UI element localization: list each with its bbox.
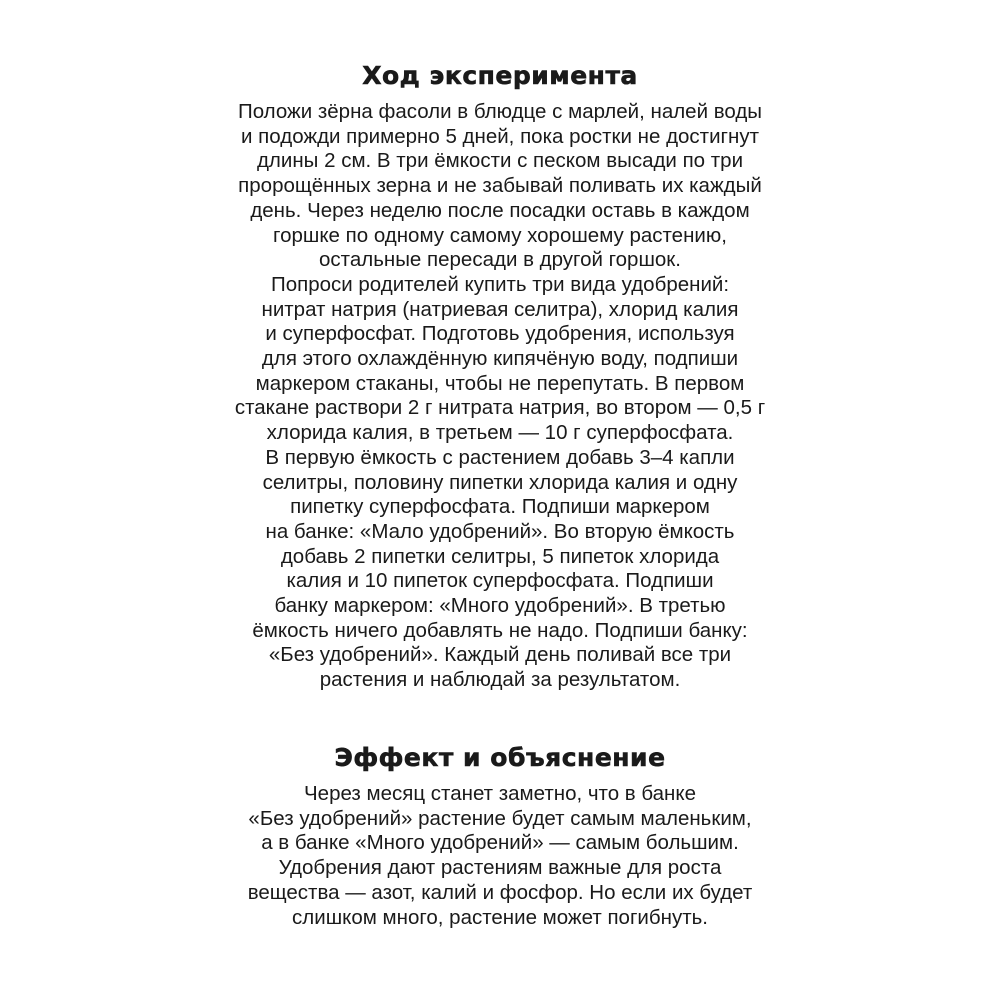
text-line: нитрат натрия (натриевая селитра), хлорид калия (261, 297, 739, 321)
text-line: слишком много, растение может погибнуть. (292, 905, 708, 929)
text-line: «Без удобрений». Каждый день поливай все три (268, 643, 732, 667)
text-line: и подожди примерно 5 дней, пока ростки не достигнут (241, 124, 759, 148)
text-line: остальные пересади в другой горшок. (319, 248, 681, 272)
text-line: растения и наблюдай за результатом. (319, 668, 681, 692)
text-line: ёмкость ничего добавлять не надо. Подпиши банку: (252, 618, 748, 642)
text-line: вещества — азот, калий и фосфор. Но если их будет (247, 880, 753, 904)
text-line: калия и 10 пипеток суперфосфата. Подпиши (286, 569, 714, 593)
text-line: Удобрения дают растениям важные для роста (278, 856, 722, 880)
text-line: Через месяц станет заметно, что в банке (304, 782, 696, 805)
text-line: стакане раствори 2 г нитрата натрия, во втором — 0,5 г (234, 396, 766, 420)
text-line: а в банке «Много удобрений» — самым большим. (261, 831, 739, 855)
text-line: «Без удобрений» растение будет самым маленьким, (248, 806, 752, 830)
text-line: на банке: «Мало удобрений». Во вторую ёмкость (265, 519, 735, 543)
text-line: пророщённых зерна и не забывай поливать их каждый (238, 174, 762, 198)
explanation-section (0, 740, 1000, 930)
text-line: банку маркером: «Много удобрений». В третью (274, 594, 726, 618)
text-line: Положи зёрна фасоли в блюдце с марлей, налей воды (237, 100, 763, 123)
text-line: и суперфосфат. Подготовь удобрения, используя (265, 322, 735, 346)
text-line: для этого охлаждённую кипячёную воду, подпиши (261, 347, 739, 371)
explanation-text (0, 782, 1000, 930)
text-line: горшке по одному самому хорошему растению, (273, 223, 727, 247)
experiment-section (0, 58, 1000, 693)
experiment-heading: Ход эксперимента (362, 61, 638, 90)
text-line: Попроси родителей купить три вида удобрений: (270, 272, 730, 296)
text-line: хлорида калия, в третьем — 10 г суперфосфата. (266, 421, 734, 445)
text-line: пипетку суперфосфата. Подпиши маркером (290, 495, 710, 519)
experiment-text (0, 100, 1000, 693)
text-line: селитры, половину пипетки хлорида калия и одну (262, 470, 738, 494)
text-line: В первую ёмкость с растением добавь 3–4 капли (265, 445, 735, 469)
text-line: добавь 2 пипетки селитры, 5 пипеток хлорида (280, 544, 720, 568)
text-line: день. Через неделю после посадки оставь в каждом (250, 198, 750, 222)
explanation-heading: Эффект и объяснение (334, 743, 666, 772)
text-line: длины 2 см. В три ёмкости с песком высади по три (256, 149, 744, 173)
text-line: маркером стаканы, чтобы не перепутать. В первом (255, 371, 745, 395)
